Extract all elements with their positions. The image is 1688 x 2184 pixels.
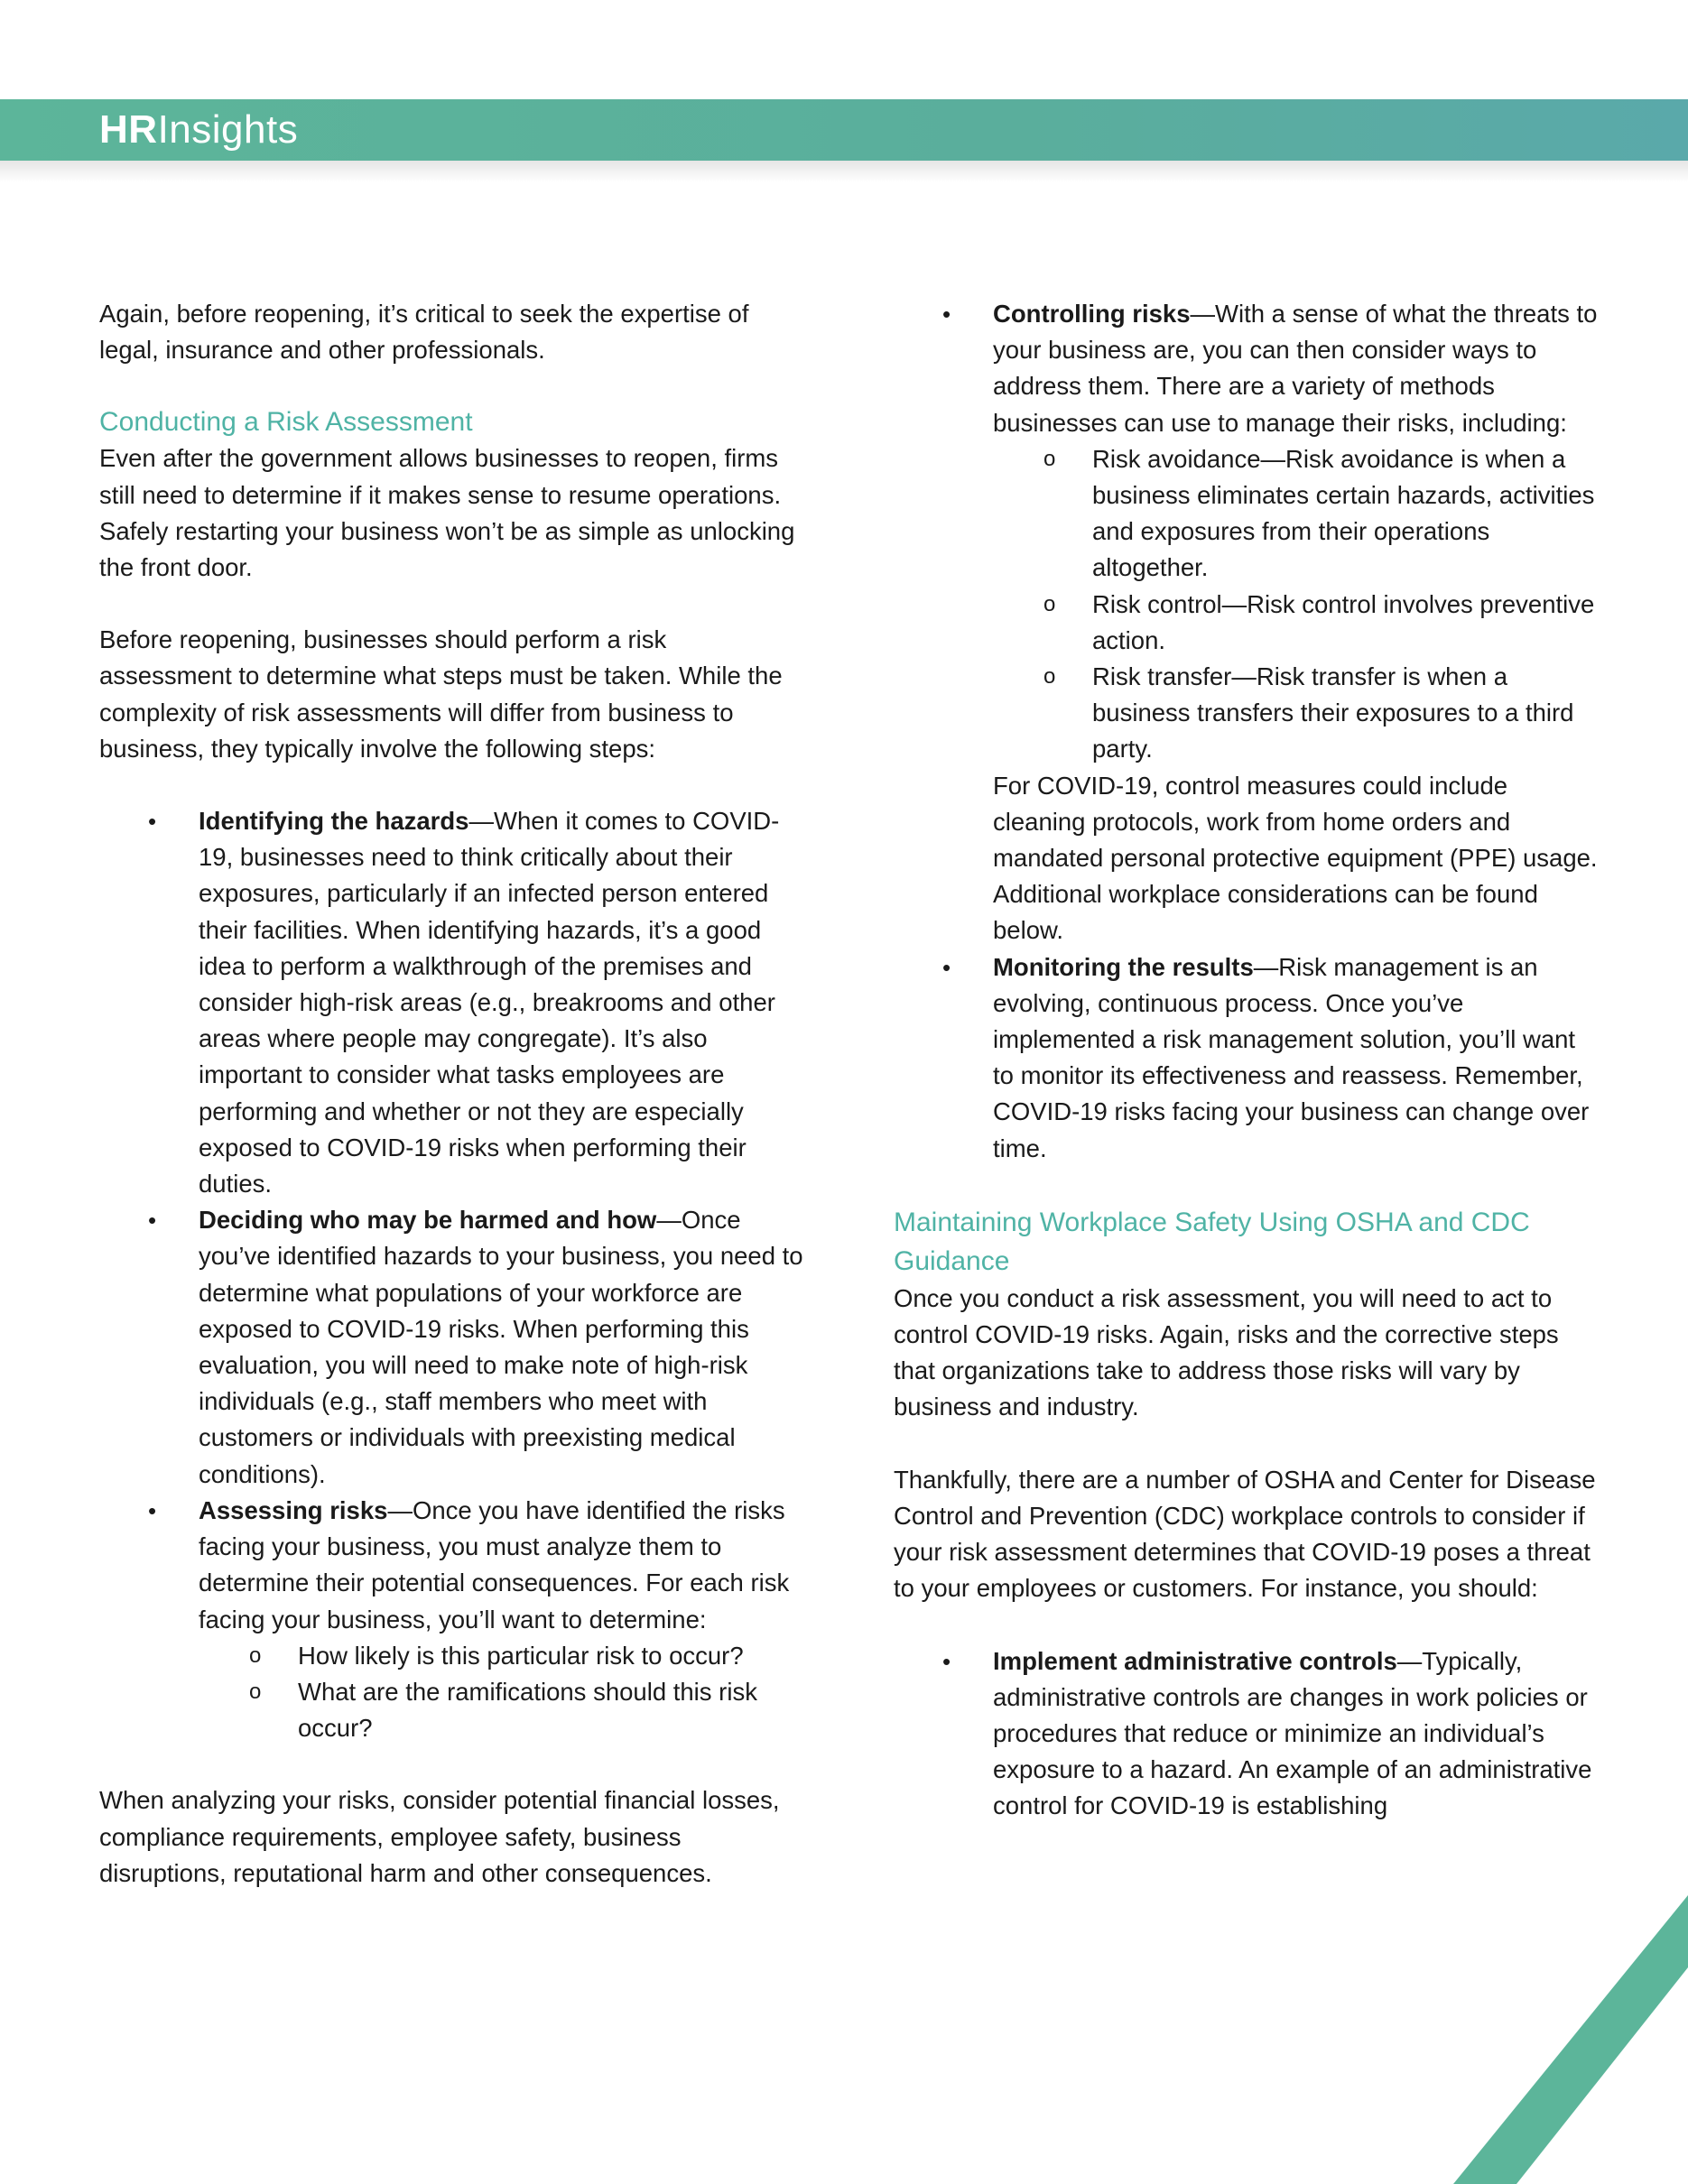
paragraph-control-measures: For COVID-19, control measures could include cleaning protocols, work from home orders and mandated personal protective equipment (PPE) usage. Additional workplace considerations can be found below. [993, 771, 1598, 945]
term-controlling: Controlling risks [993, 300, 1191, 328]
term-identifying: Identifying the hazards [199, 807, 469, 836]
paragraph-steps: Before reopening, businesses should perform a risk assessment to determine what steps must be taken. While the complexity of risk assessments will differ from business to business, they typically involve the following steps: [99, 625, 783, 763]
intro-paragraph: Again, before reopening, it’s critical to seek the expertise of legal, insurance and other professionals. [99, 300, 749, 365]
corner-stripe-shape [1453, 1895, 1688, 2184]
paragraph-analyzing: When analyzing your risks, consider potential financial losses, compliance requirements, employee safety, business disruptions, reputational harm and other consequences. [99, 1786, 780, 1887]
sublist-item-control: o Risk control—Risk control involves preventive action. [1092, 587, 1598, 659]
brand-insights: Insights [157, 107, 299, 152]
sublist-item-likely: o How likely is this particular risk to occur? [298, 1638, 803, 1674]
sublist-item-transfer: o Risk transfer—Risk transfer is when a business transfers their exposures to a third party. [1092, 659, 1598, 768]
text-monitoring: —Risk management is an evolving, continuous process. Once you’ve implemented a risk management solution, you’ll want to monitor its effectiveness and reassess. Remember, COVID-19 risks facing your business can change over time. [993, 952, 1590, 1162]
term-monitoring: Monitoring the results [993, 952, 1254, 981]
term-assessing: Assessing risks [199, 1495, 388, 1524]
header-shadow [0, 161, 1688, 182]
text-admin-controls: —Typically, administrative controls are changes in work policies or procedures that reduce or minimize an individual’s exposure to a hazard. An example of an administrative control for COVID-19 is establishing [993, 1646, 1592, 1820]
right-column [894, 296, 1598, 1825]
controls-list [894, 296, 1598, 1167]
assessing-sublist [199, 1638, 803, 1747]
sublist-item-avoidance: o Risk avoidance—Risk avoidance is when a business eliminates certain hazards, activities and exposures from their operations altogether. [1092, 441, 1598, 587]
text-controlling: —With a sense of what the threats to your business are, you can then consider ways to address them. There are a variety of methods businesses can use to manage their risks, including: [993, 300, 1598, 437]
steps-list [99, 803, 803, 1746]
admin-list [894, 1643, 1598, 1825]
paragraph-reopen: Even after the government allows businesses to reopen, firms still need to determine if it makes sense to resume operations. Safely restarting your business won’t be as simple as unlocking the front door. [99, 444, 795, 582]
brand-logo [99, 105, 298, 155]
text-identifying: —When it comes to COVID-19, businesses need to think critically about their exposures, particularly if an infected person entered their facilities. When identifying hazards, it’s a good idea to perform a walkthrough of the premises and consider high-risk areas (e.g., breakrooms and other areas where people may congregate). It’s also important to consider what tasks employees are performing and whether or not they are especially exposed to COVID-19 risks when performing their duties. [199, 807, 780, 1198]
list-item-identifying [199, 803, 803, 1202]
text-deciding: —Once you’ve identified hazards to your business, you need to determine what populations of your workforce are exposed to COVID-19 risks. When performing this evaluation, you will need to make note of high-risk individuals (e.g., staff members who meet with customers or individuals with preexisting medical conditions). [199, 1206, 803, 1488]
controlling-sublist [993, 441, 1598, 768]
heading-workplace-safety: Maintaining Workplace Safety Using OSHA and CDC Guidance [894, 1207, 1530, 1276]
paragraph-osha-cdc: Thankfully, there are a number of OSHA and Center for Disease Control and Prevention (CDC) workplace controls to consider if your risk assessment determines that COVID-19 poses a threat to your employees or customers. For instance, you should: [894, 1465, 1596, 1603]
corner-stripe-decoration [1453, 1895, 1688, 2184]
brand-hr: HR [99, 107, 158, 152]
term-deciding: Deciding who may be harmed and how [199, 1206, 657, 1235]
heading-risk-assessment: Conducting a Risk Assessment [99, 407, 473, 438]
list-item-deciding [199, 1202, 803, 1493]
list-item-controlling [993, 296, 1598, 949]
sublist-item-ramifications: o What are the ramifications should this risk occur? [298, 1674, 803, 1746]
text-assessing: —Once you have identified the risks facing your business, you must analyze them to determine their potential consequences. For each risk facing your business, you’ll want to determine: [199, 1495, 790, 1633]
list-item-admin-controls [993, 1643, 1598, 1825]
left-column [99, 296, 803, 1928]
term-admin-controls: Implement administrative controls [993, 1646, 1397, 1675]
list-item-assessing [199, 1493, 803, 1746]
list-item-monitoring [993, 949, 1598, 1167]
paragraph-act: Once you conduct a risk assessment, you will need to act to control COVID-19 risks. Again, risks and the corrective steps that organizations take to address those risks will vary by business and industry. [894, 1283, 1559, 1421]
